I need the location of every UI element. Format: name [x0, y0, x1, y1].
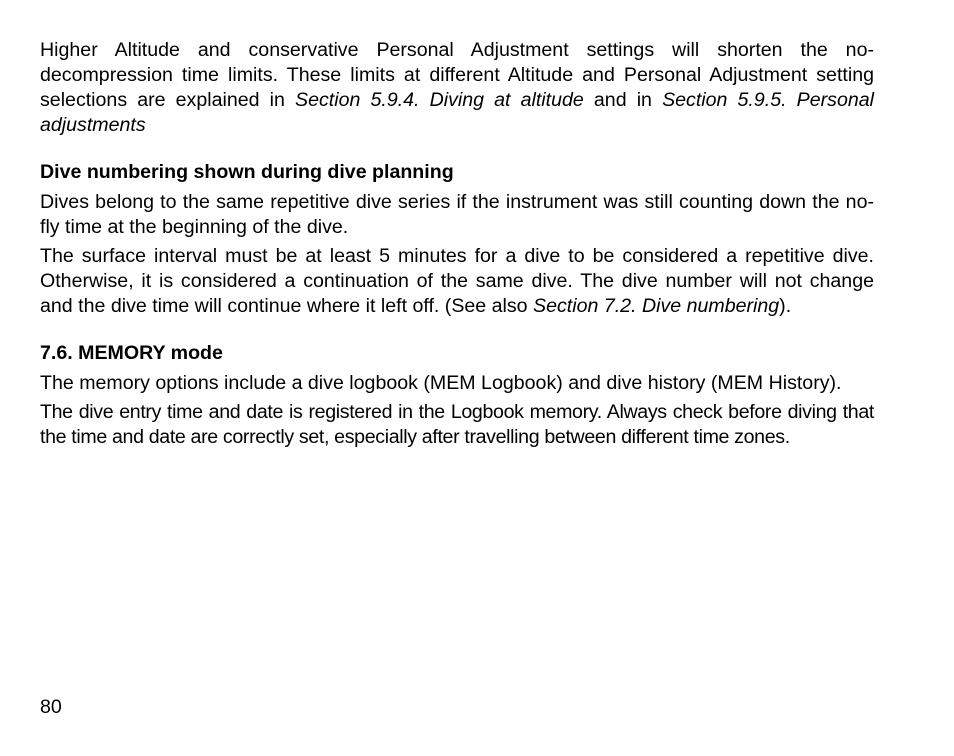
- altitude-reference-link-1: Section 5.9.4. Diving at altitude: [295, 89, 584, 111]
- memory-mode-paragraph-2: The dive entry time and date is registered in the Logbook memory. Always check before diving that the time and date are correctly set, especially after travelling between different time zones.: [40, 401, 874, 448]
- altitude-text-mid: and in: [583, 89, 663, 111]
- dive-numbering-paragraph-1: Dives belong to the same repetitive dive series if the instrument was still counting down the no-fly time at the beginning of the dive.: [40, 191, 874, 238]
- dive-numbering-paragraph-2: [40, 244, 874, 319]
- dive-numbering-reference: Section 7.2. Dive numbering: [533, 295, 780, 317]
- altitude-reference-link-2: Section 5.9.5. Personal adjustments: [40, 89, 874, 136]
- dive-numbering-text-end: ).: [779, 295, 792, 317]
- altitude-paragraph: [40, 38, 874, 138]
- dive-numbering-heading: Dive numbering shown during dive planning: [40, 161, 454, 183]
- page-number: 80: [40, 696, 62, 718]
- page-content: [40, 38, 874, 450]
- memory-mode-heading: 7.6. MEMORY mode: [40, 342, 223, 364]
- dive-numbering-text-start: The surface interval must be at least 5 minutes for a dive to be considered a repetitive dive. Otherwise, it is considered a continuation of the same dive. The dive number will not change and the dive time will continue where it left off. (See also: [40, 245, 874, 317]
- altitude-text-start: Higher Altitude and conservative Personal Adjustment settings will shorten the no-decompression time limits. These limits at different Altitude and Personal Adjustment setting selections are explained in: [40, 39, 874, 111]
- memory-mode-paragraph-1: The memory options include a dive logbook (MEM Logbook) and dive history (MEM History).: [40, 372, 842, 394]
